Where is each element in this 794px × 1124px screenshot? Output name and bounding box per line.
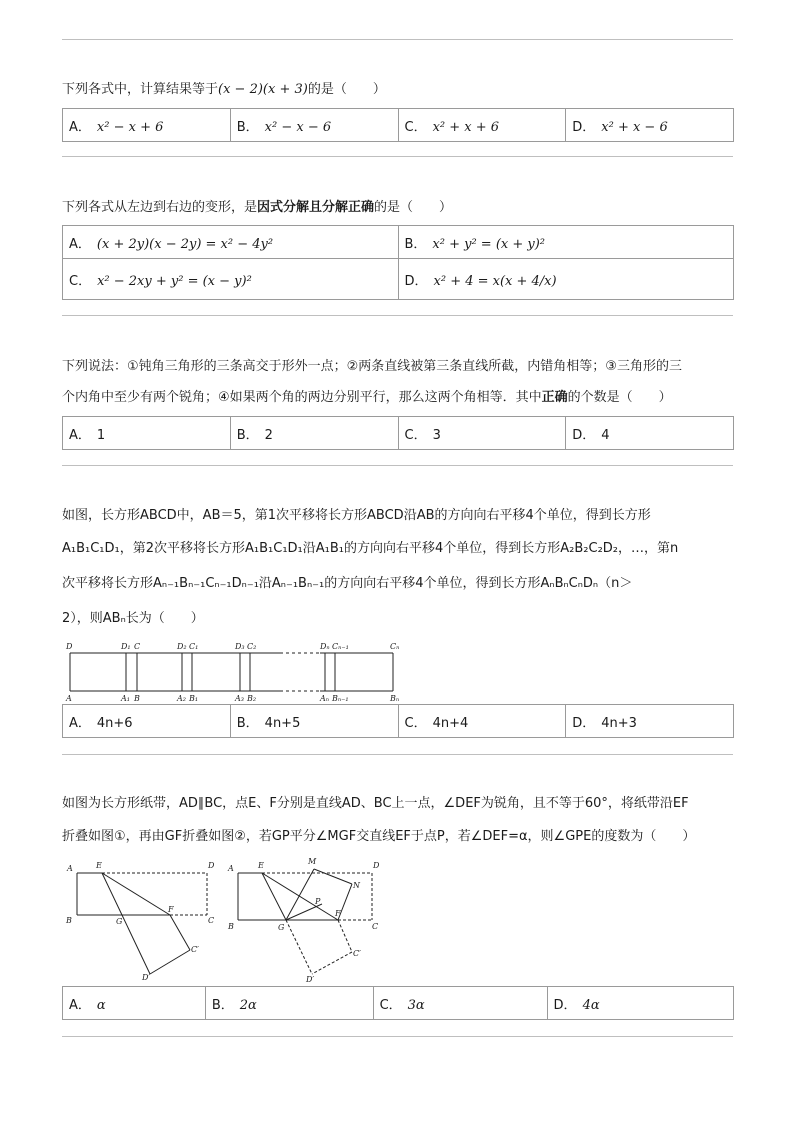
option-label: C．	[379, 997, 402, 1013]
stem-text: 的是（ ）	[307, 82, 386, 97]
label-d1: D₁	[121, 642, 131, 651]
option-d[interactable]	[566, 109, 734, 142]
label-a3: A₃	[235, 694, 244, 703]
divider	[62, 156, 733, 157]
question-5-stem-line2	[62, 827, 734, 847]
label-e: E	[96, 861, 102, 870]
question-4-options	[62, 704, 734, 738]
option-text: 4n+3	[601, 715, 637, 731]
option-text: 4n+5	[264, 715, 301, 731]
divider	[62, 754, 733, 755]
option-a[interactable]	[63, 109, 231, 142]
option-text: (x + 2y)(x − 2y) = x² − 4y²	[96, 236, 274, 252]
label-a: A	[66, 694, 72, 703]
label-g: G	[278, 923, 285, 932]
stem-math: (x − 2)(x + 3)	[218, 82, 308, 97]
option-b[interactable]	[230, 109, 398, 142]
label-c-prime: C′	[353, 949, 361, 958]
label-cn: Cₙ	[390, 642, 400, 651]
question-2-stem	[62, 198, 734, 218]
option-label: A．	[69, 119, 91, 135]
option-a[interactable]	[63, 705, 231, 738]
option-d[interactable]	[566, 705, 734, 738]
question-1-options	[62, 108, 734, 142]
stem-text: 2），则ABₙ长为（ ）	[62, 611, 204, 626]
option-label: C．	[404, 119, 427, 135]
option-c[interactable]	[373, 987, 547, 1020]
option-text: 4n+6	[96, 715, 133, 731]
label-e: E	[258, 861, 264, 870]
option-label: D．	[572, 427, 596, 443]
label-d2: D₂	[177, 642, 187, 651]
label-g: G	[116, 917, 123, 926]
stem-text: 如图为长方形纸带，AD∥BC，点E、F分别是直线AD、BC上一点，∠DEF为锐角，且不等于60°，将纸带沿EF	[62, 796, 689, 811]
question-4-stem-line1	[62, 506, 734, 526]
option-label: C．	[69, 273, 92, 289]
option-text: 3α	[407, 997, 425, 1013]
option-label: D．	[404, 273, 428, 289]
option-c[interactable]	[398, 705, 566, 738]
option-label: B．	[236, 715, 259, 731]
option-b[interactable]	[230, 705, 398, 738]
label-c2: C₂	[247, 642, 257, 651]
option-b[interactable]	[398, 226, 734, 259]
option-text: x² − x + 6	[96, 119, 164, 135]
translation-figure	[62, 640, 412, 704]
option-label: B．	[404, 236, 427, 252]
question-3-options	[62, 416, 734, 450]
label-dn: Dₙ	[320, 642, 330, 651]
label-n: N	[353, 881, 360, 890]
stem-text: 的是（ ）	[374, 200, 453, 215]
fold-figure-2	[226, 852, 386, 984]
label-a: A	[67, 864, 73, 873]
question-4-stem-line4	[62, 609, 734, 629]
option-d[interactable]	[547, 987, 733, 1020]
option-label: D．	[572, 119, 596, 135]
question-5-stem-line1	[62, 794, 734, 814]
divider	[62, 1036, 733, 1037]
option-a[interactable]	[63, 987, 206, 1020]
question-4-stem-line2	[62, 539, 734, 559]
label-d-prime: D′	[306, 975, 315, 984]
option-label: A．	[69, 715, 91, 731]
label-p: P	[315, 897, 321, 906]
label-m: M	[308, 857, 317, 866]
label-f: F	[168, 905, 174, 914]
option-c[interactable]	[398, 417, 566, 450]
stem-text: 次平移将长方形Aₙ₋₁Bₙ₋₁Cₙ₋₁Dₙ₋₁沿Aₙ₋₁Bₙ₋₁的方向向右平移4个单位，得到长方形AₙBₙCₙDₙ（n＞	[62, 576, 633, 591]
option-b[interactable]	[230, 417, 398, 450]
question-4-stem-line3	[62, 574, 734, 594]
stem-text: 个内角中至少有两个锐角；④如果两个角的两边分别平行，那么这两个角相等．其中	[62, 390, 542, 405]
option-text: x² − 2xy + y² = (x − y)²	[97, 273, 252, 289]
label-b1: B₁	[189, 694, 199, 703]
label-b2: B₂	[247, 694, 257, 703]
stem-text: 折叠如图①，再由GF折叠如图②，若GP平分∠MGF交直线EF于点P，若∠DEF=α，则∠GPE的度数为（ ）	[62, 829, 696, 844]
option-text: 4α	[582, 997, 600, 1013]
option-label: D．	[572, 715, 596, 731]
label-f: F	[335, 909, 341, 918]
option-label: B．	[236, 427, 259, 443]
option-d[interactable]	[566, 417, 734, 450]
label-c-prime: C′	[191, 945, 199, 954]
fold-figure-1	[62, 852, 222, 984]
option-text: x² − x − 6	[264, 119, 332, 135]
option-text: 2α	[239, 997, 257, 1013]
divider	[62, 39, 733, 40]
option-text: 3	[432, 427, 441, 443]
option-a[interactable]	[63, 226, 399, 259]
option-label: A．	[69, 997, 91, 1013]
stem-text: 的个数是（ ）	[567, 390, 672, 405]
label-bn-1: Bₙ₋₁	[332, 694, 349, 703]
label-b: B	[66, 916, 72, 925]
option-label: C．	[404, 427, 427, 443]
option-text: 1	[96, 427, 106, 443]
question-3-stem-line1	[62, 357, 734, 377]
option-label: B．	[236, 119, 259, 135]
label-d: D	[373, 861, 380, 870]
label-d: D	[208, 861, 215, 870]
question-5-options	[62, 986, 734, 1020]
label-b: B	[228, 922, 234, 931]
stem-text: A₁B₁C₁D₁，第2次平移将长方形A₁B₁C₁D₁沿A₁B₁的方向向右平移4个单位，得到长方形A₂B₂C₂D₂，…，第n	[62, 541, 679, 556]
stem-text: 下列各式中，计算结果等于	[62, 82, 219, 97]
divider	[62, 315, 733, 316]
label-d3: D₃	[235, 642, 245, 651]
label-cn-1: Cₙ₋₁	[332, 642, 349, 651]
option-text: 2	[264, 427, 273, 443]
option-text: x² + x − 6	[601, 119, 668, 135]
divider	[62, 465, 733, 466]
option-text: x² + y² = (x + y)²	[432, 236, 546, 252]
question-1-stem	[62, 80, 734, 100]
label-d: D	[66, 642, 73, 651]
stem-text: 如图，长方形ABCD中，AB＝5，第1次平移将长方形ABCD沿AB的方向向右平移4个单位，得到长方形	[62, 508, 651, 523]
label-c: C	[134, 642, 141, 651]
label-an: Aₙ	[320, 694, 330, 703]
stem-text: 下列各式从左边到右边的变形，是	[62, 200, 258, 215]
stem-bold: 正确	[541, 390, 568, 405]
option-label: B．	[211, 997, 234, 1013]
label-c: C	[208, 916, 215, 925]
option-d[interactable]	[398, 259, 734, 300]
question-3-stem-line2	[62, 388, 734, 408]
option-b[interactable]	[205, 987, 373, 1020]
option-label: A．	[69, 236, 91, 252]
stem-text: 下列说法：①钝角三角形的三条高交于形外一点；②两条直线被第三条直线所截，内错角相等；③三角形的三	[62, 359, 682, 374]
option-text: 4n+4	[432, 715, 469, 731]
option-text: x² + x + 6	[432, 119, 500, 135]
label-b: B	[134, 694, 140, 703]
label-a: A	[228, 864, 234, 873]
option-text: α	[96, 997, 106, 1013]
label-c1: C₁	[189, 642, 199, 651]
option-a[interactable]	[63, 417, 231, 450]
option-text: 4	[601, 427, 610, 443]
stem-bold: 因式分解且分解正确	[257, 200, 375, 215]
label-a1: A₁	[121, 694, 130, 703]
option-label: D．	[553, 997, 577, 1013]
label-d-prime: D′	[142, 973, 151, 982]
option-label: C．	[404, 715, 427, 731]
label-bn: Bₙ	[390, 694, 400, 703]
option-text: x² + 4 = x(x + 4/x)	[433, 273, 557, 289]
option-label: A．	[69, 427, 91, 443]
option-c[interactable]	[63, 259, 399, 300]
label-c: C	[372, 922, 379, 931]
label-a2: A₂	[177, 694, 186, 703]
option-c[interactable]	[398, 109, 566, 142]
question-2-options	[62, 225, 734, 300]
